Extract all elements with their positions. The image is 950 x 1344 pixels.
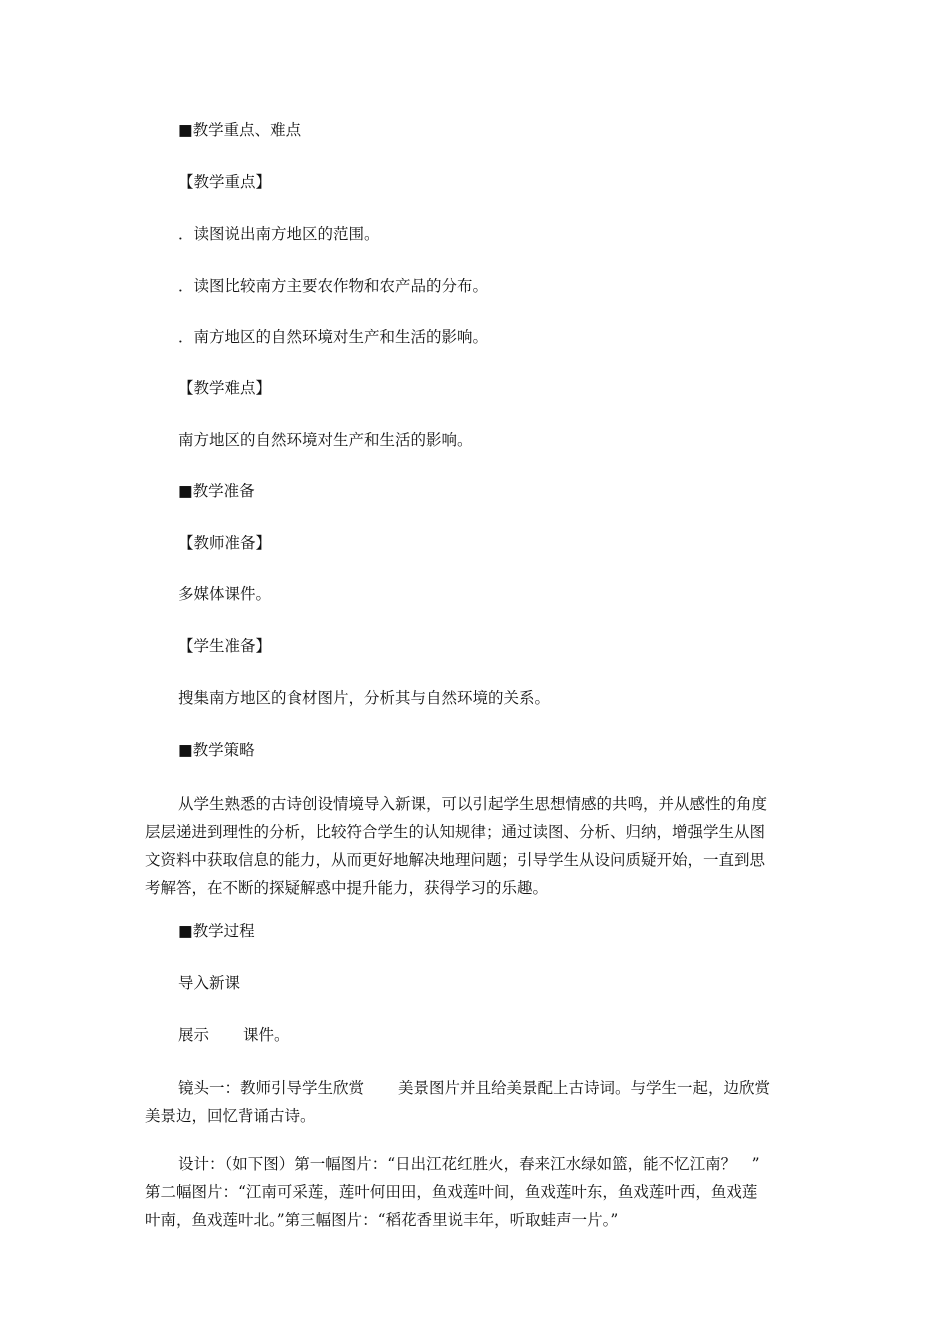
section-heading-preparation: ■教学准备 [178,482,255,500]
strategy-line-3: 文资料中获取信息的能力，从而更好地解决地理问题；引导学生从设问质疑开始，一直到思 [145,851,766,869]
section-heading-key-points: ■教学重点、难点 [178,121,302,139]
focus-item-2: ．读图比较南方主要农作物和农产品的分布。 [178,277,489,295]
student-prep-text: 搜集南方地区的食材图片，分析其与自然环境的关系。 [178,689,551,707]
shot-part-1: 镜头一：教师引导学生欣赏 [178,1079,365,1097]
focus-item-3: ．南方地区的自然环境对生产和生活的影响。 [178,328,489,346]
subheading-teacher-prep: 【教师准备】 [178,534,272,552]
show-part-2: 课件。 [243,1026,290,1044]
section-heading-process: ■教学过程 [178,922,255,940]
strategy-paragraph [145,790,810,902]
subheading-student-prep: 【学生准备】 [178,637,272,655]
focus-item-1: ．读图说出南方地区的范围。 [178,225,380,243]
shot-line-2: 美景边，回忆背诵古诗。 [145,1107,316,1125]
subheading-key-focus: 【教学重点】 [178,173,272,191]
shot-line-1 [145,1074,810,1102]
intro-label: 导入新课 [178,974,241,992]
design-paragraph [145,1150,810,1234]
shot-paragraph [145,1074,810,1130]
strategy-line-4: 考解答，在不断的探疑解惑中提升能力，获得学习的乐趣。 [145,879,549,897]
difficulty-text: 南方地区的自然环境对生产和生活的影响。 [178,431,473,449]
section-heading-strategy: ■教学策略 [178,741,255,759]
subheading-difficulty: 【教学难点】 [178,379,272,397]
strategy-line-2: 层层递进到理性的分析，比较符合学生的认知规律；通过读图、分析、归纳，增强学生从图 [145,823,766,841]
strategy-line-1: 从学生熟悉的古诗创设情境导入新课，可以引起学生思想情感的共鸣，并从感性的角度 [178,795,768,813]
show-courseware-line [178,1025,290,1045]
teacher-prep-text: 多媒体课件。 [178,585,272,603]
design-line-2: 第二幅图片：“江南可采莲，莲叶何田田，鱼戏莲叶间，鱼戏莲叶东，鱼戏莲叶西，鱼戏莲 [145,1183,758,1201]
show-part-1: 展示 [178,1026,210,1044]
design-line-1: 设计：（如下图）第一幅图片：“日出江花红胜火，春来江水绿如篮，能不忆江南？ ” [178,1155,760,1173]
design-line-3: 叶南，鱼戏莲叶北。”第三幅图片：“稻花香里说丰年，听取蛙声一片。” [145,1211,619,1229]
shot-part-2: 美景图片并且给美景配上古诗词。与学生一起，边欣赏 [398,1079,771,1097]
